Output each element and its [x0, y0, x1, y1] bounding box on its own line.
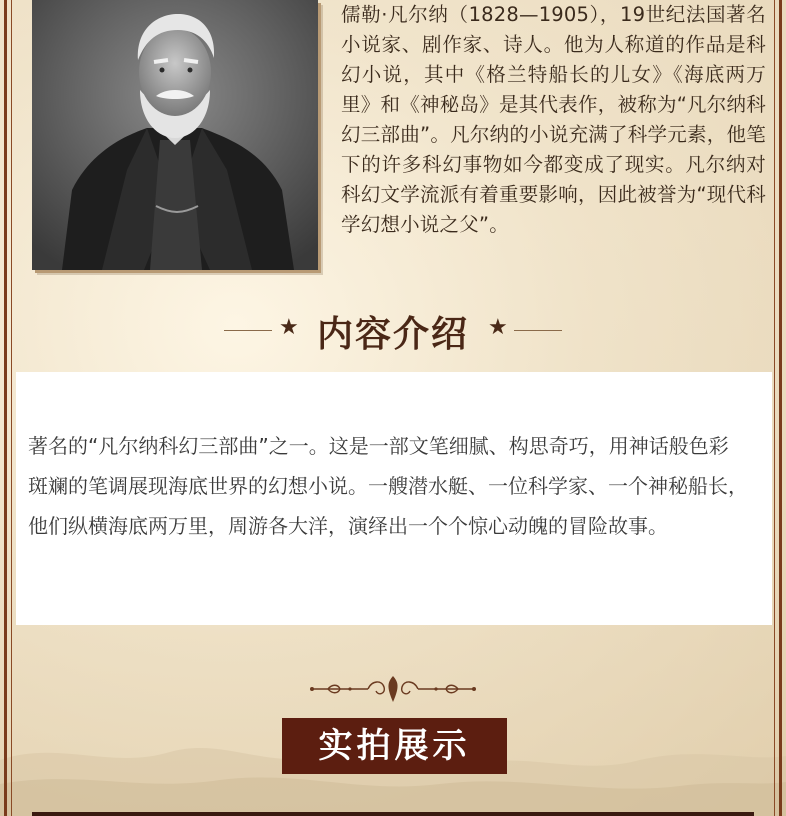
frame-border-left	[4, 0, 7, 816]
victor-hugo-portrait-icon	[32, 0, 318, 270]
section-title: 内容介绍	[316, 314, 469, 355]
frame-border-left-inner	[11, 0, 12, 816]
divider-line-right	[514, 330, 562, 331]
scroll-ornament-icon	[308, 672, 478, 706]
content-section-header	[0, 304, 786, 354]
photo-frame-top-edge	[32, 812, 754, 816]
author-bio: 儒勒·凡尔纳（1828—1905），19世纪法国著名小说家、剧作家、诗人。他为人称道的作品是科幻小说，其中《格兰特船长的儿女》《海底两万里》和《神秘岛》是其代表作，被称为“凡尔纳科幻三部曲”。凡尔纳的小说充满了科学元素，他笔下的许多科幻事物如今都变成了现实。凡尔纳对科幻文学流派有着重要影响，因此被誉为“现代科学幻想小说之父”。	[341, 3, 766, 236]
frame-border-right-inner	[774, 0, 775, 816]
frame-border-right	[779, 0, 782, 816]
star-icon: ★	[279, 315, 299, 340]
star-icon: ★	[488, 315, 508, 340]
author-portrait	[32, 0, 318, 270]
content-intro-panel	[16, 372, 772, 625]
content-intro-text: 著名的“凡尔纳科幻三部曲”之一。这是一部文笔细腻、构思奇巧，用神话般色彩斑斓的笔调展现海底世界的幻想小说。一艘潜水艇、一位科学家、一个神秘船长，他们纵横海底两万里，周游各大洋，演绎出一个个惊心动魄的冒险故事。	[28, 434, 748, 538]
photo-section-title: 实拍展示	[318, 726, 471, 766]
divider-line-left	[224, 330, 272, 331]
photo-section-banner	[282, 718, 507, 774]
